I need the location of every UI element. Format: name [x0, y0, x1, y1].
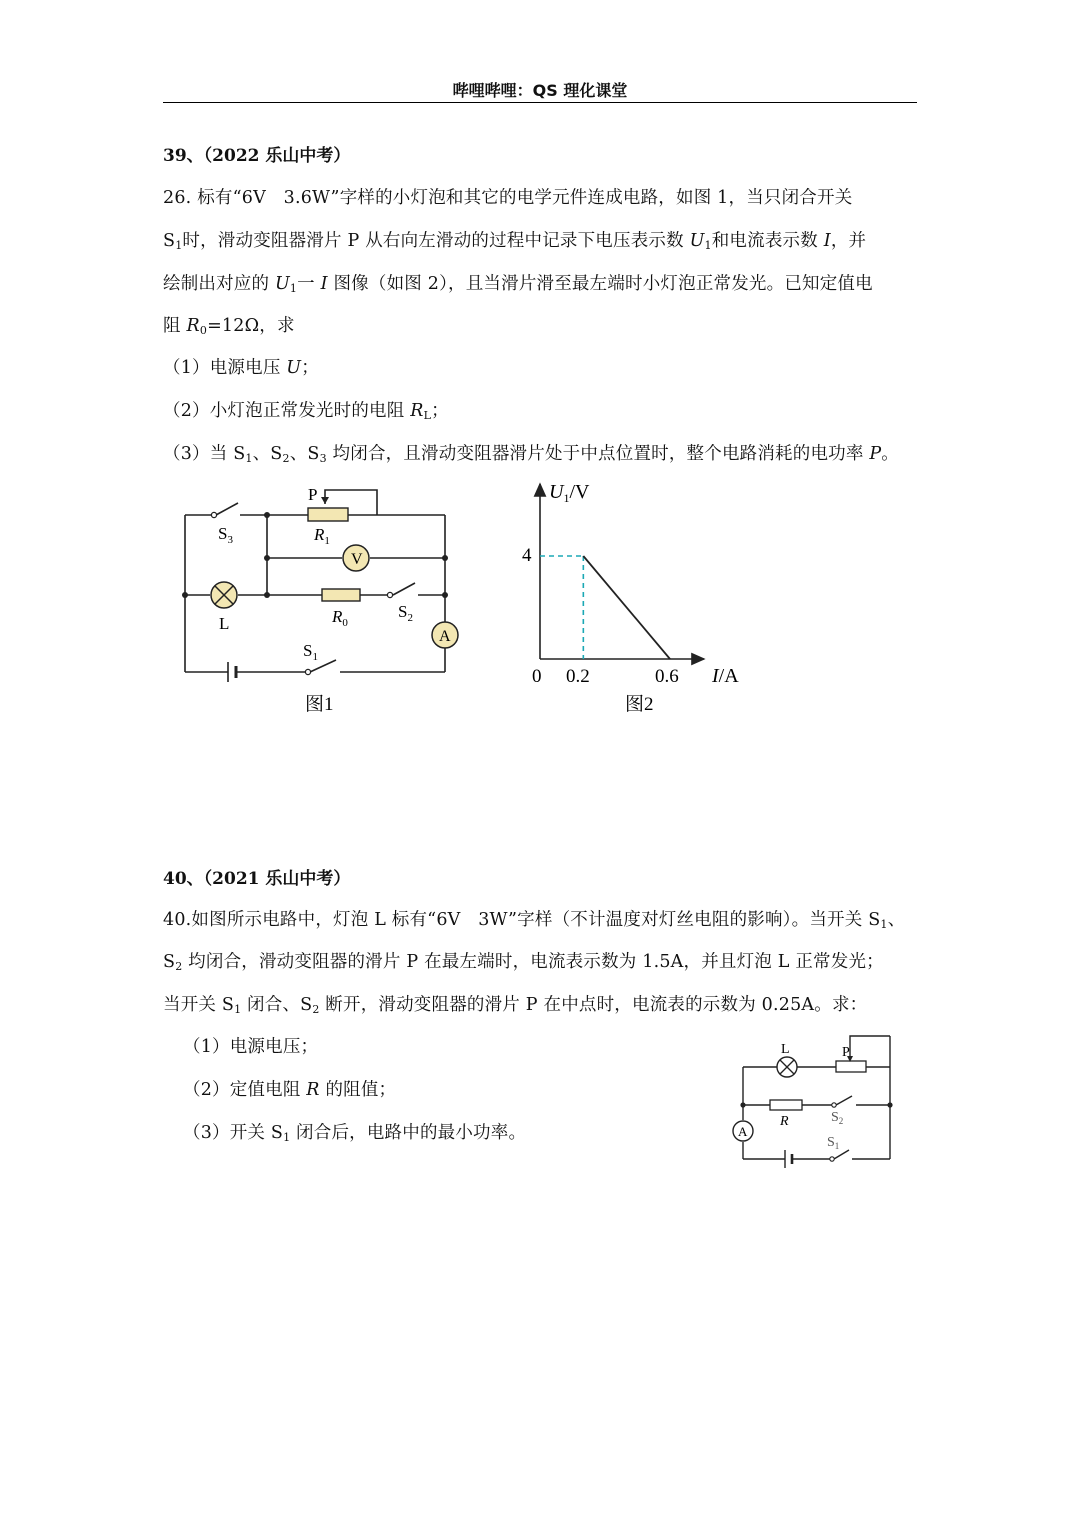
q39-subq-3: （3）当 $S_1$、$S_2$、$S_3$ 均闭合，且滑动变阻器滑片处于中点位置时，整个电路消耗的电功率 P。: [163, 444, 899, 465]
lamp-icon: [211, 582, 237, 608]
rheostat-resistor: [836, 1061, 866, 1072]
label-a: A: [738, 1124, 748, 1139]
q39-line-2: $S_1$时，滑动变阻器滑片 P 从右向左滑动的过程中记录下电压表示数 $U_1$和电流表示数 I，并: [163, 231, 867, 252]
q40-title: 40、（2021 乐山中考）: [163, 869, 351, 889]
figure-1-circuit: [170, 475, 470, 725]
y-axis-label: $U_1/V$: [549, 481, 590, 505]
figure-2-caption: 图2: [625, 694, 654, 715]
r0-resistor: [322, 589, 360, 601]
figure-q40-circuit: [725, 1030, 905, 1175]
x-tick-label: 0: [532, 666, 542, 687]
r1-resistor: [308, 508, 348, 521]
page-header: 哔哩哔哩：QS 理化课堂: [452, 81, 628, 100]
x-axis-label: I/A: [712, 665, 739, 687]
label-s1: $S_1$: [827, 1135, 840, 1151]
label-p: P: [842, 1045, 850, 1060]
figure-1-caption: 图1: [305, 694, 334, 715]
series-line-u1-i: [583, 556, 670, 659]
q39-line-4: 阻 $R_0=12\Omega$，求: [163, 316, 295, 337]
y-tick-label: 4: [522, 545, 532, 566]
label-s1: $S_1$: [303, 641, 318, 663]
label-a: A: [439, 628, 451, 645]
q40-line-3: 当开关 $S_1$ 闭合、$S_2$ 断开，滑动变阻器的滑片 P 在中点时，电流表的示数为 0.25A。求：: [163, 995, 868, 1016]
label-r1: $R_1$: [314, 525, 330, 547]
q40-line-2: $S_2$ 均闭合，滑动变阻器的滑片 P 在最左端时，电流表示数为 1.5A，并且灯泡 L 正常发光；: [163, 952, 884, 973]
label-r0: $R_0$: [332, 607, 348, 629]
label-s3: $S_3$: [218, 524, 233, 546]
label-v: V: [351, 551, 363, 568]
label-s2: $S_2$: [398, 602, 413, 624]
q40-line-1: 40.如图所示电路中，灯泡 L 标有“6V 3W”字样（不计温度对灯丝电阻的影响）。当开关 $S_1$、: [163, 910, 906, 931]
x-tick-label: 0.2: [566, 666, 590, 687]
q39-line-3: 绘制出对应的 $U_1$一 I 图像（如图 2），且当滑片滑至最左端时小灯泡正常发光。已知定值电: [163, 274, 873, 295]
slider-arrow: [321, 497, 329, 504]
figure-2-chart: [500, 470, 760, 720]
label-p: P: [308, 485, 318, 504]
q40-subq-1: （1）电源电压；: [183, 1037, 319, 1057]
q39-line-1: 26. 标有“6V 3.6W”字样的小灯泡和其它的电学元件连成电路，如图 1，当只闭合开关: [163, 188, 853, 208]
label-l: L: [219, 614, 230, 633]
q39-subq-1: （1）电源电压 U；: [163, 358, 319, 378]
q39-title: 39、（2022 乐山中考）: [163, 146, 351, 166]
label-s2: $S_2$: [831, 1110, 844, 1126]
label-r: R: [780, 1114, 789, 1129]
q40-subq-3: （3）开关 $S_1$ 闭合后，电路中的最小功率。: [183, 1123, 527, 1144]
r-resistor: [770, 1100, 802, 1110]
x-tick-label: 0.6: [655, 666, 679, 687]
q39-subq-2: （2）小灯泡正常发光时的电阻 $R_L$；: [163, 401, 449, 422]
q40-subq-2: （2）定值电阻 R 的阻值；: [183, 1080, 397, 1100]
label-l: L: [781, 1042, 790, 1057]
header-divider: [163, 102, 917, 103]
